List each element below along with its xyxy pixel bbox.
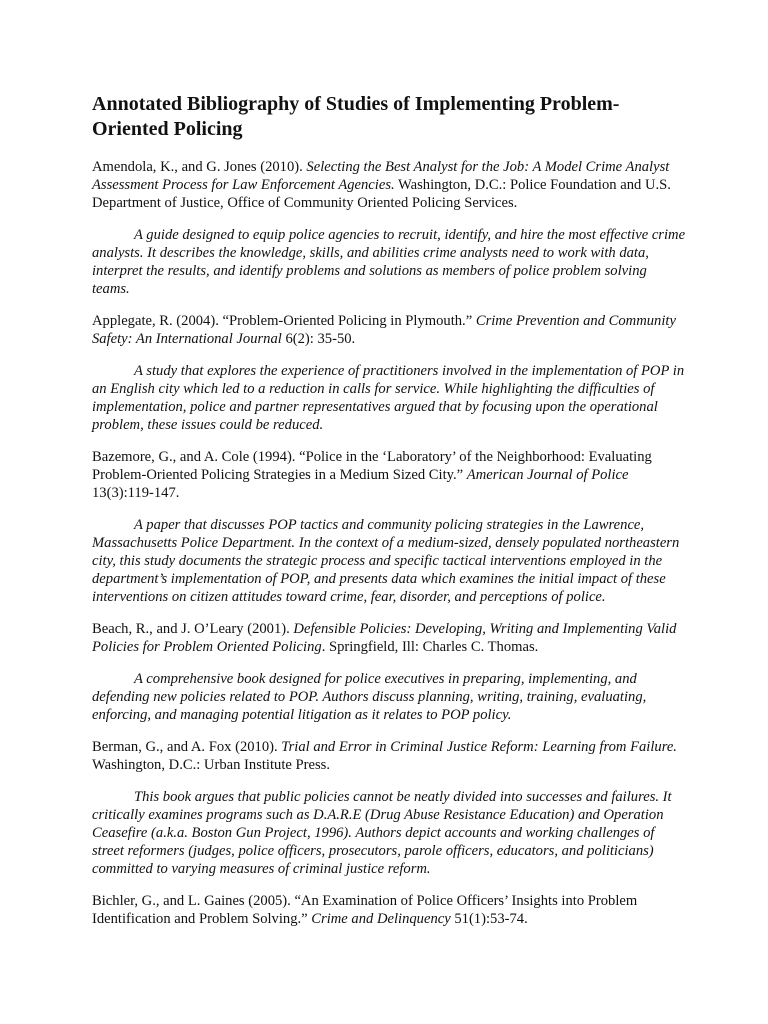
citation-publisher: 13(3):119-147. (92, 485, 180, 501)
bibliography-entry (92, 312, 688, 434)
citation (92, 738, 688, 774)
citation-authors: Applegate, R. (2004). “Problem-Oriented Policing in Plymouth.” (92, 313, 476, 329)
annotation: A study that explores the experience of practitioners involved in the implementation of POP in an English city which led to a reduction in calls for service. While highlighting the difficulties of implementation, police and partner representatives argued that by focusing upon the operational problem, these issues could be reduced. (92, 363, 685, 433)
citation (92, 312, 688, 348)
citation-publisher: 51(1):53-74. (450, 911, 528, 927)
document-title: Annotated Bibliography of Studies of Implementing Problem-Oriented Policing (92, 93, 620, 140)
bibliography-entry (92, 892, 688, 928)
citation-authors: Beach, R., and J. O’Leary (2001). (92, 621, 294, 637)
citation (92, 620, 688, 656)
annotation: A paper that discusses POP tactics and community policing strategies in the Lawrence, Massachusetts Police Department. In the context of a medium-sized, densely populated northeastern city, this study documents the strategic process and specific tactical interventions employed in the department’s implementation of POP, and presents data which examines the initial impact of these interventions on citizen attitudes toward crime, fear, disorder, and perceptions of police. (92, 517, 680, 605)
citation-publisher: Washington, D.C.: Police Foundation and U.S. Department of Justice, Office of Community Oriented Policing Services. (92, 177, 671, 211)
citation (92, 158, 688, 212)
citation-authors: Berman, G., and A. Fox (2010). (92, 739, 282, 755)
citation-publisher: . Springfield, Ill: Charles C. Thomas. (321, 639, 539, 655)
bibliography-entry (92, 448, 688, 606)
citation (92, 892, 688, 928)
citation-title: Crime and Delinquency (311, 911, 451, 927)
citation-authors: Amendola, K., and G. Jones (2010). (92, 159, 307, 175)
bibliography-entry (92, 738, 688, 878)
citation-title: Defensible Policies: Developing, Writing and Implementing Valid Policies for Problem Oriented Policing (92, 621, 677, 655)
bibliography-entry (92, 620, 688, 724)
annotation: This book argues that public policies cannot be neatly divided into successes and failures. It critically examines programs such as D.A.R.E (Drug Abuse Resistance Education) and Operation Ceasefire (a.k.a. Boston Gun Project, 1996). Authors depict accounts and working challenges of street reformers (judges, police officers, prosecutors, parole officers, educators, and politicians) committed to varying measures of criminal justice reform. (92, 789, 672, 877)
citation (92, 448, 688, 502)
annotation: A guide designed to equip police agencies to recruit, identify, and hire the most effective crime analysts. It describes the knowledge, skills, and abilities crime analysts need to work with data, interpret the results, and identify problems and solutions as members of police problem solving teams. (92, 227, 686, 297)
citation-title: American Journal of Police (466, 467, 629, 483)
citation-authors: Bichler, G., and L. Gaines (2005). “An Examination of Police Officers’ Insights into Problem Identification and Problem Solving.” (92, 893, 638, 927)
citation-publisher: Washington, D.C.: Urban Institute Press. (92, 757, 330, 773)
citation-title: Crime Prevention and Community Safety: An International Journal (92, 313, 676, 347)
bibliography-entry (92, 158, 688, 298)
citation-authors: Bazemore, G., and A. Cole (1994). “Police in the ‘Laboratory’ of the Neighborhood: Evaluating Problem-Oriented Policing Strategies in a Medium Sized City.” (92, 449, 652, 483)
annotation: A comprehensive book designed for police executives in preparing, implementing, and defending new policies related to POP. Authors discuss planning, writing, training, evaluating, enforcing, and managing potential litigation as it relates to POP policy. (92, 671, 647, 723)
citation-publisher: 6(2): 35-50. (281, 331, 356, 347)
citation-title: Selecting the Best Analyst for the Job: A Model Crime Analyst Assessment Process for Law Enforcement Agencies. (92, 159, 670, 193)
citation-title: Trial and Error in Criminal Justice Reform: Learning from Failure. (281, 739, 677, 755)
